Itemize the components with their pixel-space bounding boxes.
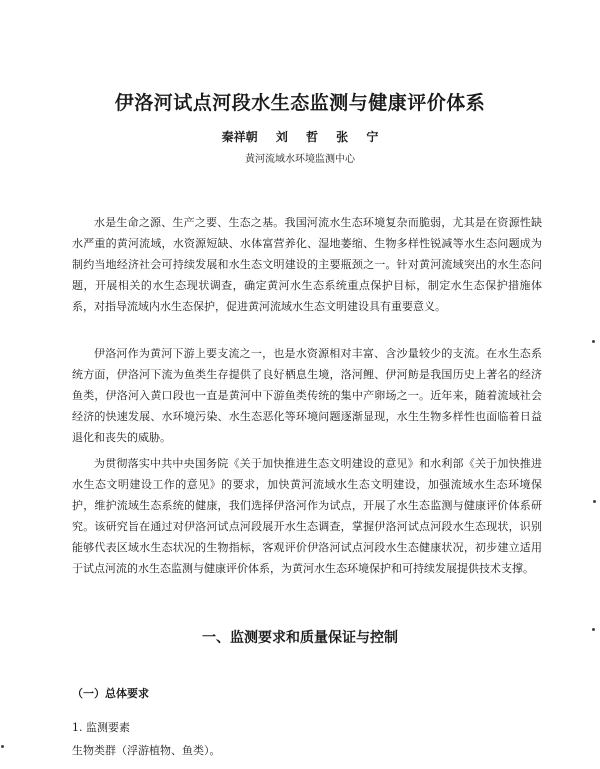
paper-title: 伊洛河试点河段水生态监测与健康评价体系 <box>114 92 486 114</box>
author-list: 秦祥朝 刘 哲 张 宁 <box>221 130 379 144</box>
list-item-heading: 1. 监测要素 <box>72 721 130 734</box>
body-paragraph: 为贯彻落实中共中央国务院《关于加快推进生态文明建设的意见》和水利部《关于加快推进水生态文明建设工作的意见》的要求，加快黄河流域水生态文明建设，加强流域水生态环境保护，维护流域生态系统的健康，我们选择伊洛河作为试点，开展了水生态监测与健康评价体系研究。该研究旨在通过对伊洛河试点河段展开水生态调查，掌握伊洛河试点河段水生态现状，识别能够代表区域水生态状况的生物指标，客观评价伊洛河试点河段水生态健康状况，初步建立适用于试点河流的水生态监测与健康评价体系，为黄河水生态环境保护和可持续发展提供技术支撑。 <box>72 457 542 575</box>
section-heading: 一、监测要求和质量保证与控制 <box>202 630 398 646</box>
body-paragraph-2-container <box>72 343 542 448</box>
body-paragraph: 水是生命之源、生产之要、生态之基。我国河流水生态环境复杂而脆弱，尤其是在资源性缺水严重的黄河流域，水资源短缺、水体富营养化、湿地萎缩、生物多样性锐减等水生态问题成为制约当地经济社会可持续发展和水生态文明建设的主要瓶颈之一。针对黄河流域突出的水生态问题，开展相关的水生态现状调查，确定黄河水生态系统重点保护目标，制定水生态保护措施体系，对指导流域内水生态保护，促进黄河流域水生态文明建设具有重要意义。 <box>72 216 542 313</box>
body-paragraph: 伊洛河作为黄河下游上要支流之一，也是水资源相对丰富、含沙量较少的支流。在水生态系统方面，伊洛河下流为鱼类生存提供了良好栖息生境，洛河鲤、伊河鲂是我国历史上著名的经济鱼类，伊洛河入黄口段也一直是黄河中下游鱼类传统的集中产卵场之一。近年来，随着流域社会经济的快速发展、水环境污染、水生态恶化等环境问题逐渐显现，水生生物多样性也面临着日益退化和丧失的威胁。 <box>72 347 542 444</box>
scan-artifact <box>592 628 595 631</box>
body-paragraph-3-container <box>72 453 542 579</box>
list-item-text: 生物类群（浮游植物、鱼类）。 <box>72 744 221 757</box>
scan-artifact <box>1 745 4 748</box>
subsection-heading: （一）总体要求 <box>72 687 149 700</box>
body-paragraph-1-container <box>72 212 542 317</box>
affiliation: 黄河流域水环境监测中心 <box>245 154 355 165</box>
scan-artifact <box>593 500 596 503</box>
scan-artifact <box>592 340 595 343</box>
